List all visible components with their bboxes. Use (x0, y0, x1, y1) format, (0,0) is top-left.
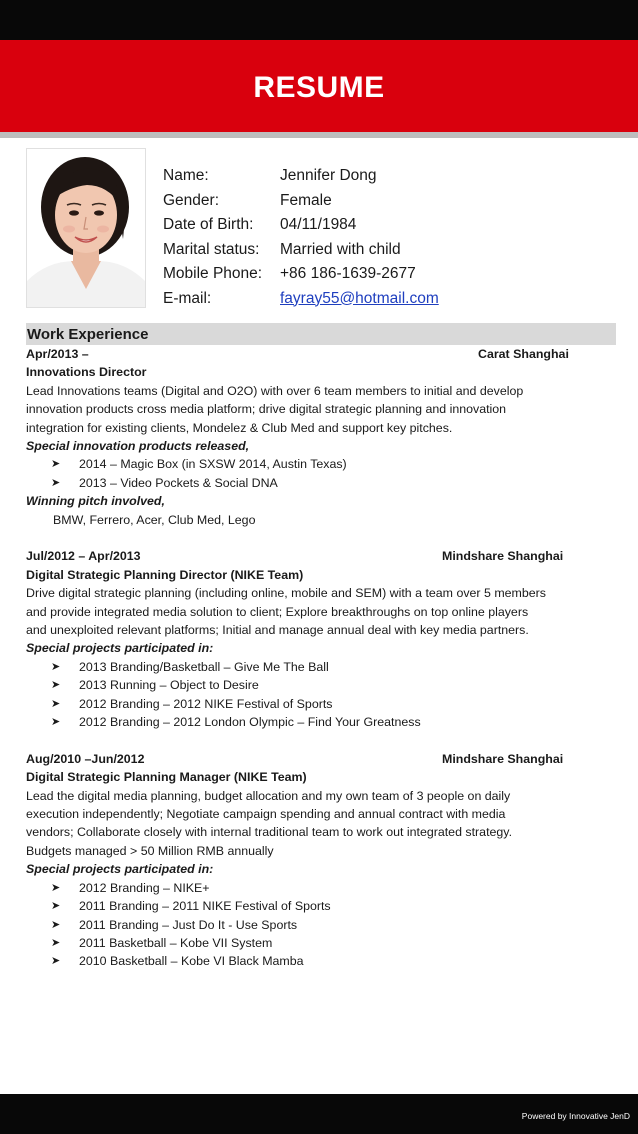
arrow-bullet-icon: ➤ (51, 881, 61, 894)
job-description-line: execution independently; Negotiate campaign spending and annual contract with media (26, 807, 506, 822)
list-item-text: 2012 Branding – NIKE+ (79, 880, 210, 895)
arrow-bullet-icon: ➤ (51, 716, 61, 729)
info-row-phone (163, 262, 439, 287)
job-subheading: Winning pitch involved, (26, 494, 165, 509)
arrow-bullet-icon: ➤ (51, 679, 61, 692)
info-row-name (163, 164, 439, 189)
list-item (26, 658, 601, 676)
section-heading-work-experience: Work Experience (26, 323, 616, 345)
list-item-text: 2011 Branding – 2011 NIKE Festival of Sports (79, 899, 331, 914)
arrow-bullet-icon: ➤ (51, 697, 61, 710)
list-item-text: 2013 Running – Object to Desire (79, 678, 259, 693)
list-item-text: 2012 Branding – 2012 NIKE Festival of Sports (79, 696, 333, 711)
job-header (26, 750, 601, 768)
list-item (26, 952, 601, 970)
job-description-line: Lead the digital media planning, budget allocation and my own team of 3 people on daily (26, 788, 511, 803)
list-item-text: 2014 – Magic Box (in SXSW 2014, Austin Texas) (79, 457, 347, 472)
list-item-text: 2013 Branding/Basketball – Give Me The Ball (79, 659, 329, 674)
info-label: Date of Birth: (163, 216, 254, 233)
top-bar (0, 0, 638, 40)
title-banner (0, 40, 638, 132)
job-title: Digital Strategic Planning Manager (NIKE Team) (26, 770, 307, 785)
list-item (26, 676, 601, 694)
info-row-dob (163, 213, 439, 238)
list-item-text: 2011 Basketball – Kobe VII System (79, 935, 273, 950)
info-label: Gender: (163, 191, 220, 209)
job-description-line: Drive digital strategic planning (including online, mobile and SEM) with a team over 5 members (26, 586, 546, 601)
list-item (26, 897, 601, 915)
info-label: Mobile Phone: (163, 265, 263, 282)
list-item (26, 713, 601, 731)
job-description-line: vendors; Collaborate closely with internal traditional team to work out integrated strategy. (26, 825, 513, 840)
page-title: RESUME (253, 71, 385, 104)
list-item (26, 934, 601, 952)
job-company: Mindshare Shanghai (442, 751, 564, 766)
job-company: Carat Shanghai (478, 347, 569, 361)
work-experience (26, 345, 601, 971)
spacer (26, 731, 601, 749)
list-item (26, 695, 601, 713)
banner-divider (0, 132, 638, 138)
job-description-line: and unexploited relevant platforms; Initial and manage annual deal with key media partners. (26, 623, 529, 638)
list-item-text: 2013 – Video Pockets & Social DNA (79, 475, 278, 490)
job-dates: Jul/2012 – Apr/2013 (26, 549, 141, 564)
list-item (26, 455, 601, 473)
spacer (26, 529, 601, 547)
job-subheading: Special projects participated in: (26, 862, 214, 877)
job-dates: Apr/2013 – (26, 347, 89, 361)
job-description-line: Budgets managed > 50 Million RMB annually (26, 843, 274, 858)
job-description-line: innovation products cross media platform; drive digital strategic planning and innovation (26, 402, 507, 417)
list-item (26, 916, 601, 934)
job-description-line: integration for existing clients, Mondelez & Club Med and support key pitches. (26, 420, 453, 435)
info-value: Female (280, 191, 332, 209)
info-value: Married with child (280, 240, 401, 258)
info-label: E-mail: (163, 289, 212, 307)
job-header (26, 345, 601, 363)
info-value: +86 186-1639-2677 (280, 265, 416, 282)
pitch-clients: BMW, Ferrero, Acer, Club Med, Lego (53, 512, 256, 527)
bullet-list (26, 658, 601, 732)
footer-bar (0, 1094, 638, 1134)
list-item-text: 2011 Branding – Just Do It - Use Sports (79, 917, 298, 932)
footer-credit: Powered by Innovative JenD (521, 1111, 630, 1121)
job-title: Innovations Director (26, 365, 147, 380)
bullet-list (26, 879, 601, 971)
job-dates: Aug/2010 –Jun/2012 (26, 751, 145, 766)
list-item-text: 2010 Basketball – Kobe VI Black Mamba (79, 954, 304, 969)
job-description-line: and provide integrated media solution to client; Explore breakthroughs on top online players (26, 604, 529, 619)
info-value: Jennifer Dong (280, 167, 377, 184)
profile-photo (26, 148, 146, 308)
info-row-email (163, 287, 439, 312)
info-row-gender (163, 189, 439, 214)
info-label: Marital status: (163, 240, 260, 258)
job-company: Mindshare Shanghai (442, 549, 564, 564)
list-item (26, 474, 601, 492)
arrow-bullet-icon: ➤ (51, 900, 61, 913)
job-title: Digital Strategic Planning Director (NIKE Team) (26, 567, 304, 582)
bullet-list (26, 455, 601, 492)
info-value: 04/11/1984 (280, 216, 357, 233)
arrow-bullet-icon: ➤ (51, 660, 61, 673)
job-subheading: Special projects participated in: (26, 641, 214, 656)
arrow-bullet-icon: ➤ (51, 918, 61, 931)
job-description-line: Lead Innovations teams (Digital and O2O) with over 6 team members to initial and develop (26, 383, 524, 398)
email-link[interactable]: fayray55@hotmail.com (280, 289, 439, 307)
arrow-bullet-icon: ➤ (51, 458, 61, 471)
info-row-marital (163, 238, 439, 263)
personal-info (163, 164, 439, 311)
arrow-bullet-icon: ➤ (51, 955, 61, 968)
list-item (26, 879, 601, 897)
job-subheading: Special innovation products released, (26, 439, 250, 454)
arrow-bullet-icon: ➤ (51, 936, 61, 949)
list-item-text: 2012 Branding – 2012 London Olympic – Find Your Greatness (79, 715, 421, 730)
info-label: Name: (163, 167, 209, 184)
job-header (26, 547, 601, 565)
arrow-bullet-icon: ➤ (51, 476, 61, 489)
